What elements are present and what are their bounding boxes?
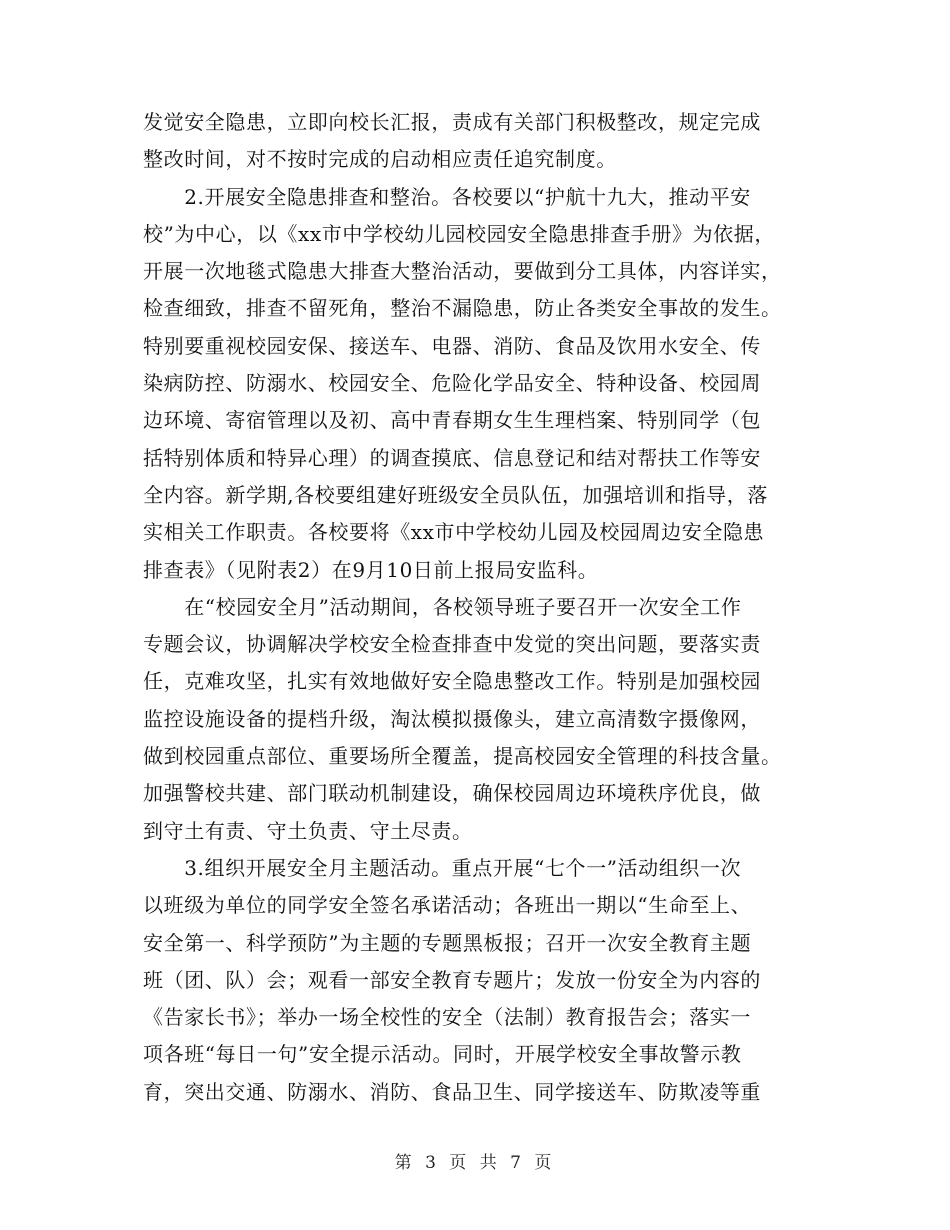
text-line: 括特别体质和特异心理）的调查摸底、信息登记和结对帮扶工作等安 xyxy=(143,445,761,470)
text-line: 在“校园安全月”活动期间，各校领导班子要召开一次安全工作 xyxy=(143,594,742,619)
text-line: 项各班“每日一句”安全提示活动。同时，开展学校安全事故警示教 xyxy=(143,1042,742,1067)
text-line: 特别要重视校园安保、接送车、电器、消防、食品及饮用水安全、传 xyxy=(143,333,761,358)
text-line: 全内容。新学期,各校要组建好班级安全员队伍，加强培训和指导，落 xyxy=(143,482,768,507)
text-line: 监控设施设备的提档升级，淘汰模拟摄像头，建立高清数字摄像网， xyxy=(143,706,761,731)
text-line: 3.组织开展安全月主题活动。重点开展“七个一”活动组织一次 xyxy=(143,855,742,880)
text-line: 做到校园重点部位、重要场所全覆盖，提高校园安全管理的科技含量。 xyxy=(143,744,782,769)
text-line: 开展一次地毯式隐患大排查大整治活动，要做到分工具体，内容详实， xyxy=(143,259,782,284)
text-line: 排查表》（见附表2）在9月10日前上报局安监科。 xyxy=(143,557,599,582)
page-footer: 第 3 页 共 7 页 xyxy=(394,1153,556,1173)
text-line: 育，突出交通、防溺水、消防、食品卫生、同学接送车、防欺凌等重 xyxy=(143,1079,761,1104)
text-line: 2.开展安全隐患排查和整治。各校要以“护航十九大，推动平安 xyxy=(143,184,751,209)
text-line: 检查细致，排查不留死角，整治不漏隐患，防止各类安全事故的发生。 xyxy=(143,296,782,321)
text-line: 加强警校共建、部门联动机制建设，确保校园周边环境秩序优良，做 xyxy=(143,781,761,806)
document-body xyxy=(143,104,803,1111)
text-line: 《告家长书》；举办一场全校性的安全（法制）教育报告会；落实一 xyxy=(143,1005,751,1030)
text-line: 班（团、队）会；观看一部安全教育专题片；发放一份安全为内容的 xyxy=(143,967,761,992)
text-line: 以班级为单位的同学安全签名承诺活动；各班出一期以“生命至上、 xyxy=(143,893,752,918)
text-line: 到守土有责、守土负责、守土尽责。 xyxy=(143,818,473,843)
text-line: 整改时间，对不按时完成的启动相应责任追究制度。 xyxy=(143,147,617,172)
text-line: 发觉安全隐患，立即向校长汇报，责成有关部门积极整改，规定完成 xyxy=(143,110,761,134)
text-line: 校”为中心，以《xx市中学校幼儿园校园安全隐患排查手册》为依据， xyxy=(143,221,775,246)
text-line: 专题会议，协调解决学校安全检查排查中发觉的突出问题，要落实责 xyxy=(143,632,761,657)
text-line: 安全第一、科学预防”为主题的专题黑板报；召开一次安全教育主题 xyxy=(143,930,752,955)
text-line: 实相关工作职责。各校要将《xx市中学校幼儿园及校园周边安全隐患 xyxy=(143,520,765,545)
text-line: 边环境、寄宿管理以及初、高中青春期女生生理档案、特别同学（包 xyxy=(143,408,761,433)
text-line: 染病防控、防溺水、校园安全、危险化学品安全、特种设备、校园周 xyxy=(143,371,761,396)
text-line: 任，克难攻坚，扎实有效地做好安全隐患整改工作。特别是加强校园 xyxy=(143,669,761,694)
